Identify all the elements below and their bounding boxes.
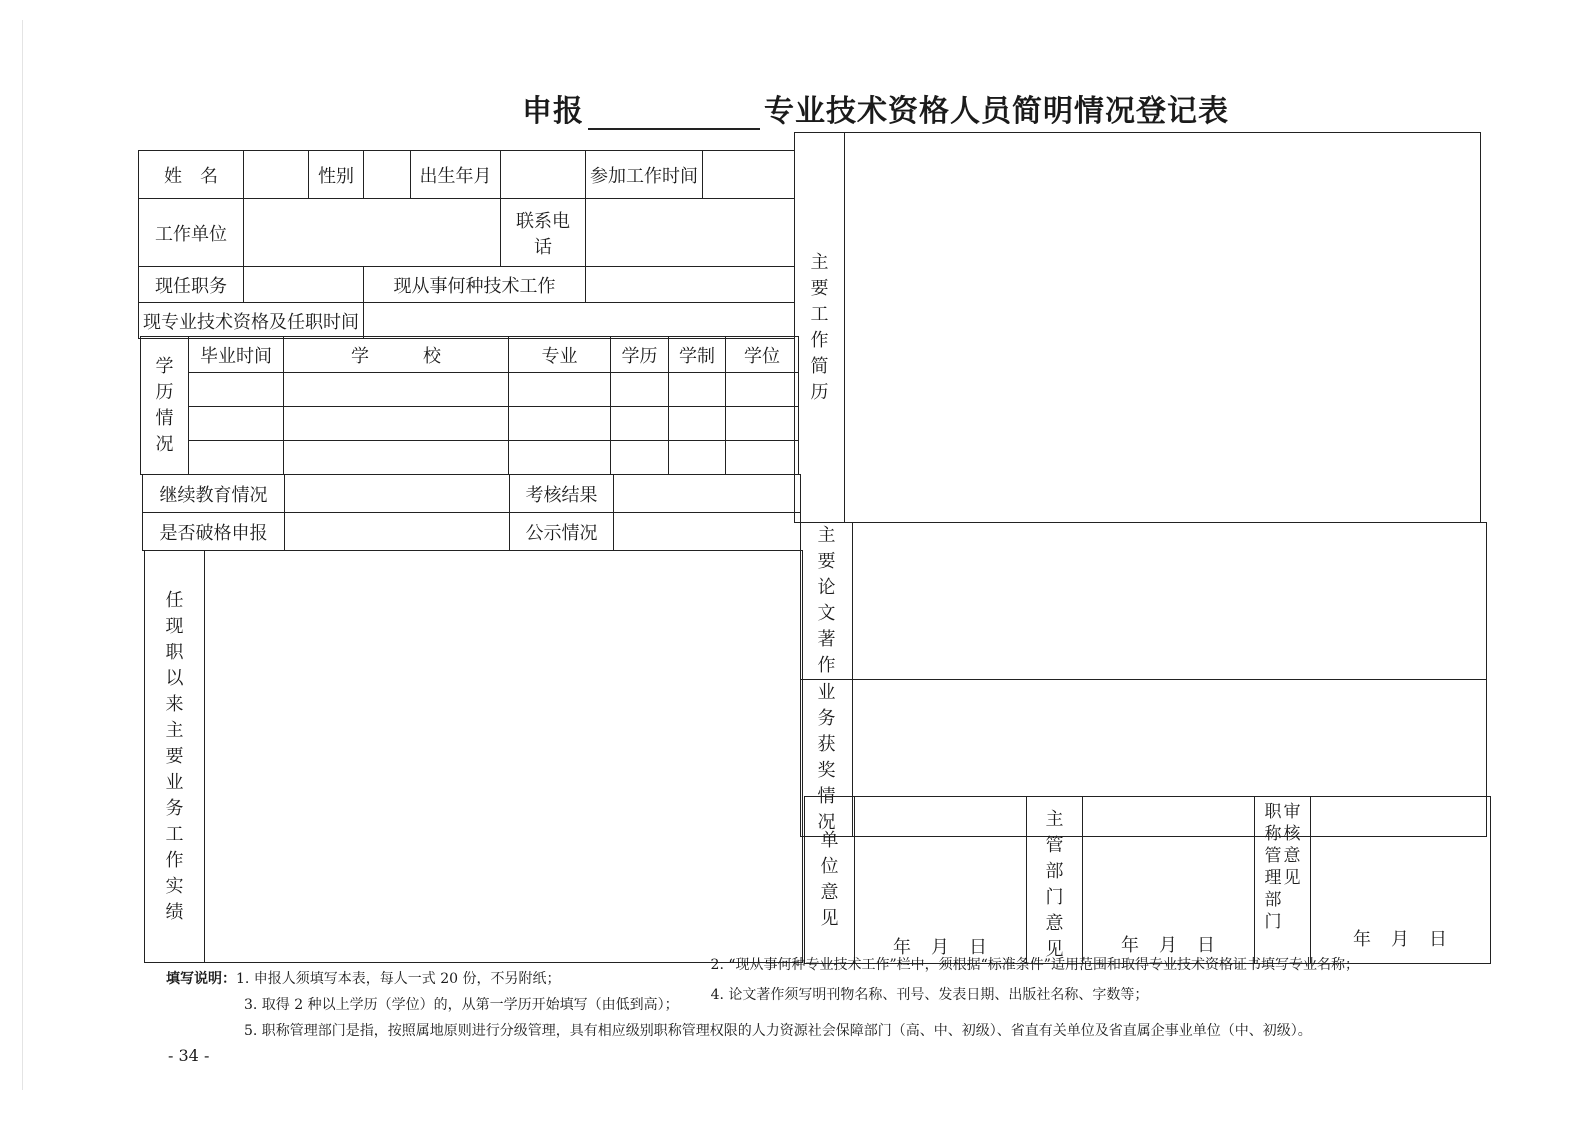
employer-field[interactable] xyxy=(244,199,501,267)
qualification-label: 现专业技术资格及任职时间 xyxy=(139,303,364,339)
continuing-edu-label: 继续教育情况 xyxy=(143,475,285,513)
note-3: 3. 取得 2 种以上学历（学位）的，从第一学历开始填写（由低到高）； xyxy=(244,997,679,1013)
review-opinion-field[interactable] xyxy=(1311,797,1491,964)
gender-field[interactable] xyxy=(364,151,411,199)
work-start-field[interactable] xyxy=(703,151,795,199)
achievements-field[interactable] xyxy=(205,551,803,963)
resume-table xyxy=(794,132,1481,523)
gender-label: 性别 xyxy=(309,151,364,199)
edu-header-grad-time: 毕业时间 xyxy=(189,337,284,373)
edu-cell[interactable] xyxy=(284,441,509,475)
current-work-field[interactable] xyxy=(586,267,795,303)
work-start-label: 参加工作时间 xyxy=(586,151,703,199)
review-opinion-label: 职 称 管 理 部 门 审 核 意 见 xyxy=(1255,797,1311,964)
exceptional-label: 是否破格申报 xyxy=(143,513,285,551)
title-blank-field[interactable] xyxy=(588,94,760,130)
continuing-edu-field[interactable] xyxy=(285,475,510,513)
achievements-table xyxy=(144,550,803,963)
resume-field[interactable] xyxy=(845,133,1481,523)
current-work-label: 现从事何种技术工作 xyxy=(364,267,586,303)
edu-cell[interactable] xyxy=(611,373,669,407)
position-label: 现任职务 xyxy=(139,267,244,303)
birth-label: 出生年月 xyxy=(411,151,501,199)
personal-info-table xyxy=(138,150,795,339)
qualification-field[interactable] xyxy=(364,303,795,339)
resume-label: 主 要 工 作 简 历 xyxy=(795,133,845,523)
edu-cell[interactable] xyxy=(189,407,284,441)
edu-header-duration: 学制 xyxy=(669,337,726,373)
position-field[interactable] xyxy=(244,267,364,303)
name-field[interactable] xyxy=(244,151,309,199)
edu-cell[interactable] xyxy=(726,441,799,475)
form-title: 申报 专业技术资格人员简明情况登记表 xyxy=(522,94,1229,129)
edu-cell[interactable] xyxy=(611,407,669,441)
papers-label: 主 要 论 文 著 作 xyxy=(801,523,853,680)
publicity-label: 公示情况 xyxy=(510,513,614,551)
dept-opinion-label: 主 管 部 门 意 见 xyxy=(1027,797,1083,964)
education-side-label: 学 历 情 况 xyxy=(141,337,189,475)
dept-opinion-field[interactable] xyxy=(1083,797,1255,964)
publicity-field[interactable] xyxy=(614,513,801,551)
edu-cell[interactable] xyxy=(611,441,669,475)
edu-cell[interactable] xyxy=(669,441,726,475)
phone-field[interactable] xyxy=(586,199,795,267)
papers-field[interactable] xyxy=(853,523,1487,680)
unit-opinion-label: 单 位 意 见 xyxy=(805,797,855,964)
edu-cell[interactable] xyxy=(726,407,799,441)
edu-cell[interactable] xyxy=(509,373,611,407)
edu-cell[interactable] xyxy=(726,373,799,407)
opinions-table xyxy=(804,796,1491,964)
note-1: 1. 申报人须填写本表，每人一式 20 份，不另附纸； xyxy=(236,971,561,987)
note-5: 5. 职称管理部门是指，按照属地原则进行分级管理，具有相应级别职称管理权限的人力资源社会保障部门（高、中、初级）、省直有关单位及省直属企事业单位（中、初级）。 xyxy=(244,1023,1312,1039)
edu-cell[interactable] xyxy=(669,373,726,407)
filling-instructions xyxy=(166,957,1359,1044)
assessment-label: 考核结果 xyxy=(510,475,614,513)
assessment-field[interactable] xyxy=(614,475,801,513)
edu-cell[interactable] xyxy=(669,407,726,441)
edu-header-degree: 学位 xyxy=(726,337,799,373)
education-table xyxy=(140,336,799,475)
edu-cell[interactable] xyxy=(284,407,509,441)
page-number: - 34 - xyxy=(168,1046,210,1065)
unit-opinion-date: 年 月 日 xyxy=(893,937,988,958)
dept-opinion-date: 年 月 日 xyxy=(1121,935,1216,956)
phone-label: 联系电 话 xyxy=(501,199,586,267)
edu-cell[interactable] xyxy=(509,441,611,475)
achievements-label: 任 现 职 以 来 主 要 业 务 工 作 实 绩 xyxy=(145,551,205,963)
assessment-table xyxy=(142,474,801,551)
awards-label: 业 务 获 奖 情 况 xyxy=(801,680,853,837)
edu-cell[interactable] xyxy=(509,407,611,441)
notes-heading: 填写说明： xyxy=(166,971,236,987)
exceptional-field[interactable] xyxy=(285,513,510,551)
edu-cell[interactable] xyxy=(284,373,509,407)
edu-cell[interactable] xyxy=(189,373,284,407)
scan-margin-line xyxy=(22,20,23,1090)
edu-header-degree-level: 学历 xyxy=(611,337,669,373)
name-label: 姓 名 xyxy=(139,151,244,199)
note-4: 4. 论文著作须写明刊物名称、刊号、发表日期、出版社名称、字数等； xyxy=(710,987,1149,1003)
note-2: 2. “现从事何种专业技术工作”栏中，须根据“标准条件”适用范围和取得专业技术资格证书填写专业名称； xyxy=(710,957,1359,973)
employer-label: 工作单位 xyxy=(139,199,244,267)
review-opinion-date: 年 月 日 xyxy=(1353,929,1448,950)
unit-opinion-field[interactable] xyxy=(855,797,1027,964)
birth-field[interactable] xyxy=(501,151,586,199)
edu-header-school: 学 校 xyxy=(284,337,509,373)
edu-header-major: 专业 xyxy=(509,337,611,373)
edu-cell[interactable] xyxy=(189,441,284,475)
papers-awards-table xyxy=(800,522,1487,837)
